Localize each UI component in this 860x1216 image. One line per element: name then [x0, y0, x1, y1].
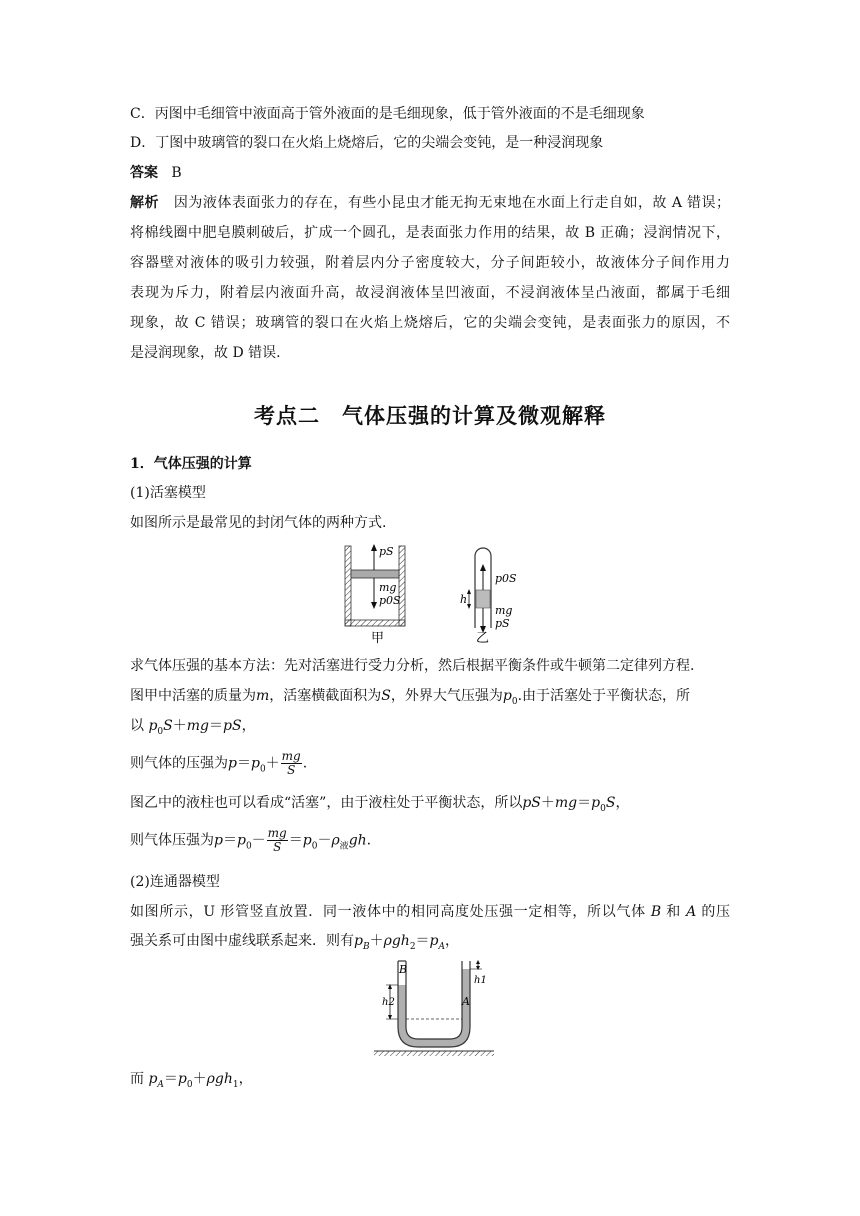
analysis-label: 解析 — [130, 195, 160, 211]
label-h2: h2 — [382, 997, 395, 1008]
piston-figure — [335, 538, 535, 648]
answer-line — [130, 163, 730, 183]
u-text-line1: 如图所示，U 形管竖直放置．同一液体中的相同高度处压强一定相等，所以气体 B 和 A 的压 — [130, 904, 731, 920]
analysis-line-1: 解析 因为液体表面张力的存在，有些小昆虫才能无拘无束地在水面上行走自如，故 A 错误； — [130, 195, 730, 211]
label-A: A — [462, 995, 470, 1008]
answer-value: B — [171, 165, 182, 181]
u-model-title: (2)连通器模型 — [130, 874, 220, 890]
option-d: D．丁图中玻璃管的裂口在火焰上烧熔后，它的尖端会变钝，是一种浸润现象 — [130, 135, 604, 151]
piston-intro: 如图所示是最常见的封闭气体的两种方式. — [130, 515, 387, 531]
u-tube-figure — [372, 955, 496, 1059]
analysis-line-3: 容器壁对液体的吸引力较强，附着层内分子密度较大，分子间距较小，故液体分子间作用力 — [130, 255, 730, 271]
label-mg-yi: mg — [495, 604, 513, 617]
label-p0S-jia: p0S — [379, 594, 401, 607]
answer-label: 答案 — [130, 165, 158, 181]
last-formula-line: 而 $p_A=p_0+\rho gh_1$， — [130, 1071, 253, 1090]
label-p0S-yi: p0S — [495, 572, 517, 585]
result1-line: 则气体的压强为$p=p_0+$ $\frac{mg}{S}$ . — [130, 749, 308, 777]
label-h1: h1 — [474, 975, 487, 986]
piston-model-title: (1)活塞模型 — [130, 485, 206, 501]
analysis-line-2: 将棉线圈中肥皂膜刺破后，扩成一个圆孔，是表面张力作用的结果，故 B 正确；浸润情况下， — [130, 225, 730, 241]
option-c: C．丙图中毛细管中液面高于管外液面的是毛细现象，低于管外液面的不是毛细现象 — [130, 106, 645, 122]
label-pS-yi: pS — [495, 617, 510, 630]
tube-diagram — [460, 548, 517, 646]
analysis-line-6: 是浸润现象，故 D 错误. — [130, 345, 281, 361]
result2-line: 则气体压强为$p=p_0-$ $\frac{mg}{S}$ $=p_0-\rho_液gh$. — [130, 826, 372, 854]
label-yi: 乙 — [476, 631, 490, 646]
analysis-line-5: 现象，故 C 错误；玻璃管的裂口在火焰上烧熔后，它的尖端会变钝，是表面张力的原因，不 — [130, 315, 730, 331]
analysis-line-4: 表现为斥力，附着层内液面升高，故浸润液体呈凹液面，不浸润液体呈凸液面，都属于毛细 — [130, 285, 730, 301]
yi-text-line: 图乙中的液柱也可以看成“活塞”，由于液柱处于平衡状态，所以$pS+mg=p_0S$， — [130, 795, 630, 814]
jia-text-line2: 以 $p_0S+mg=pS$， — [130, 718, 256, 737]
label-mg-jia: mg — [379, 581, 397, 594]
u-text-line2: 强关系可由图中虚线联系起来．则有$p_B+\rho gh_2=p_A$， — [130, 933, 460, 952]
label-pS: pS — [379, 545, 394, 558]
section-title: 考点二 气体压强的计算及微观解释 — [254, 403, 606, 428]
label-B: B — [399, 963, 408, 976]
cylinder-diagram — [345, 544, 405, 646]
label-h: h — [460, 593, 468, 606]
jia-text-line1: 图甲中活塞的质量为m，活塞横截面积为S，外界大气压强为$p_0$.由于活塞处于平衡状态，所 — [130, 688, 691, 707]
subsection-title: 1．气体压强的计算 — [130, 456, 252, 472]
label-jia: 甲 — [371, 631, 385, 646]
method-text: 求气体压强的基本方法：先对活塞进行受力分析，然后根据平衡条件或牛顿第二定律列方程. — [130, 658, 695, 674]
